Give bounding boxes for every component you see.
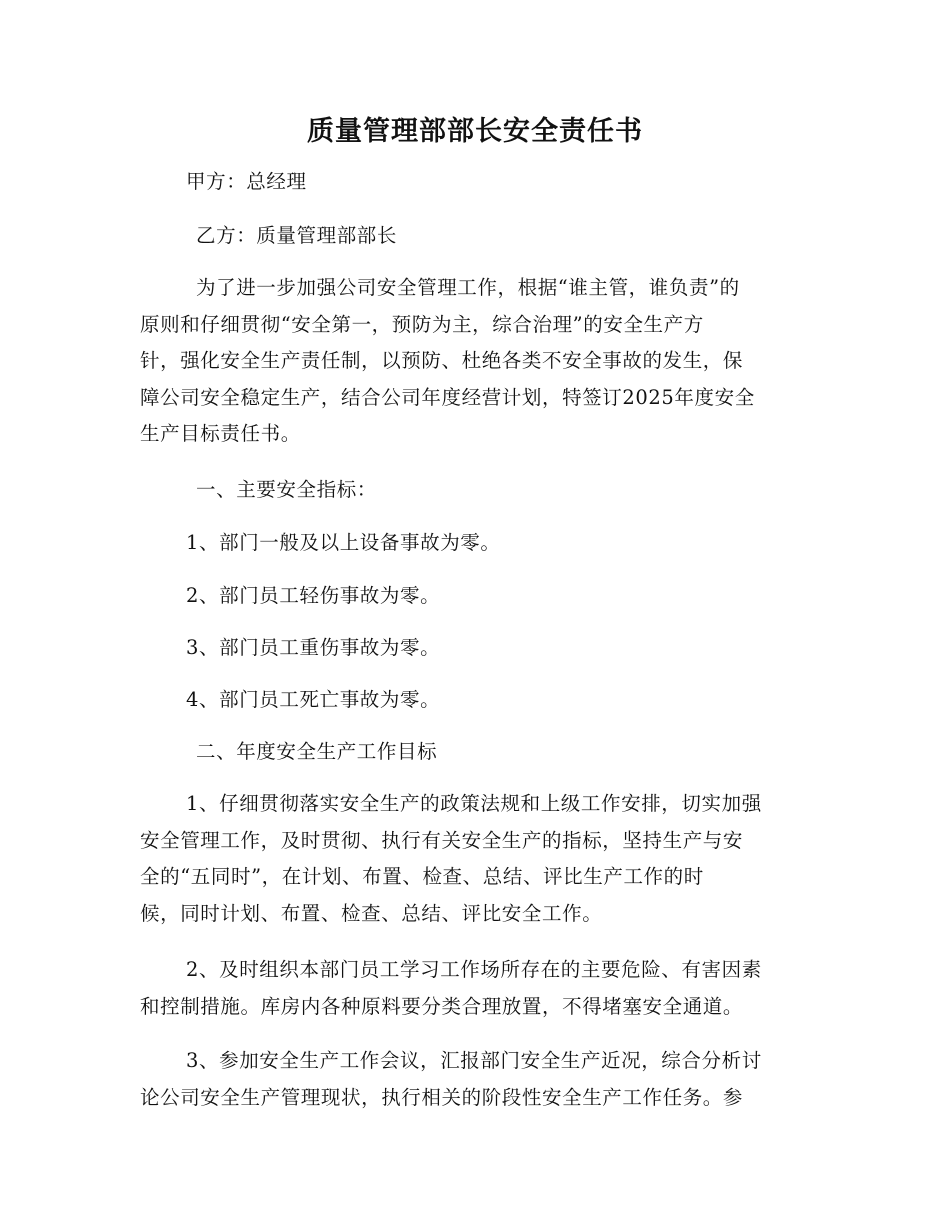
section1-item: 3、部门员工重伤事故为零。 (186, 636, 441, 659)
section2-heading: 二、年度安全生产工作目标 (196, 740, 438, 763)
section2-item1 (140, 786, 810, 932)
intro-line: 为了进一步加强公司安全管理工作，根据“谁主管，谁负责”的 (196, 276, 740, 299)
party-b: 乙方：质量管理部部长 (196, 224, 398, 247)
section1-item: 4、部门员工死亡事故为零。 (186, 688, 441, 711)
paragraph-line: 1、仔细贯彻落实安全生产的政策法规和上级工作安排，切实加强 (186, 792, 762, 815)
paragraph-line: 2、及时组织本部门员工学习工作场所存在的主要危险、有害因素 (186, 958, 762, 981)
section1-item: 2、部门员工轻伤事故为零。 (186, 584, 441, 607)
intro-line: 障公司安全稳定生产，结合公司年度经营计划，特签订2025年度安全 (140, 385, 755, 409)
document-title: 质量管理部部长安全责任书 (307, 116, 643, 147)
party-a: 甲方：总经理 (186, 170, 307, 193)
intro-line: 原则和仔细贯彻“安全第一，预防为主，综合治理”的安全生产方 (140, 312, 704, 336)
paragraph-line: 论公司安全生产管理现状，执行相关的阶段性安全生产工作任务。参 (140, 1085, 744, 1109)
paragraph-line: 和控制措施。库房内各种原料要分类合理放置，不得堵塞安全通道。 (140, 994, 744, 1018)
paragraph-line: 候，同时计划、布置、检查、总结、评比安全工作。 (140, 901, 603, 925)
intro-paragraph (140, 270, 810, 453)
section1-heading: 一、主要安全指标： (196, 478, 377, 501)
intro-line: 生产目标责任书。 (140, 422, 301, 446)
intro-line: 针，强化安全生产责任制，以预防、杜绝各类不安全事故的发生，保 (140, 349, 744, 373)
paragraph-line: 安全管理工作，及时贯彻、执行有关安全生产的指标，坚持生产与安 (140, 828, 744, 852)
section2-item2 (140, 952, 810, 1025)
paragraph-line: 3、参加安全生产工作会议，汇报部门安全生产近况，综合分析讨 (186, 1049, 762, 1072)
section1-item: 1、部门一般及以上设备事故为零。 (186, 531, 501, 554)
section2-item3 (140, 1043, 810, 1116)
paragraph-line: 全的“五同时”，在计划、布置、检查、总结、评比生产工作的时 (140, 865, 704, 889)
